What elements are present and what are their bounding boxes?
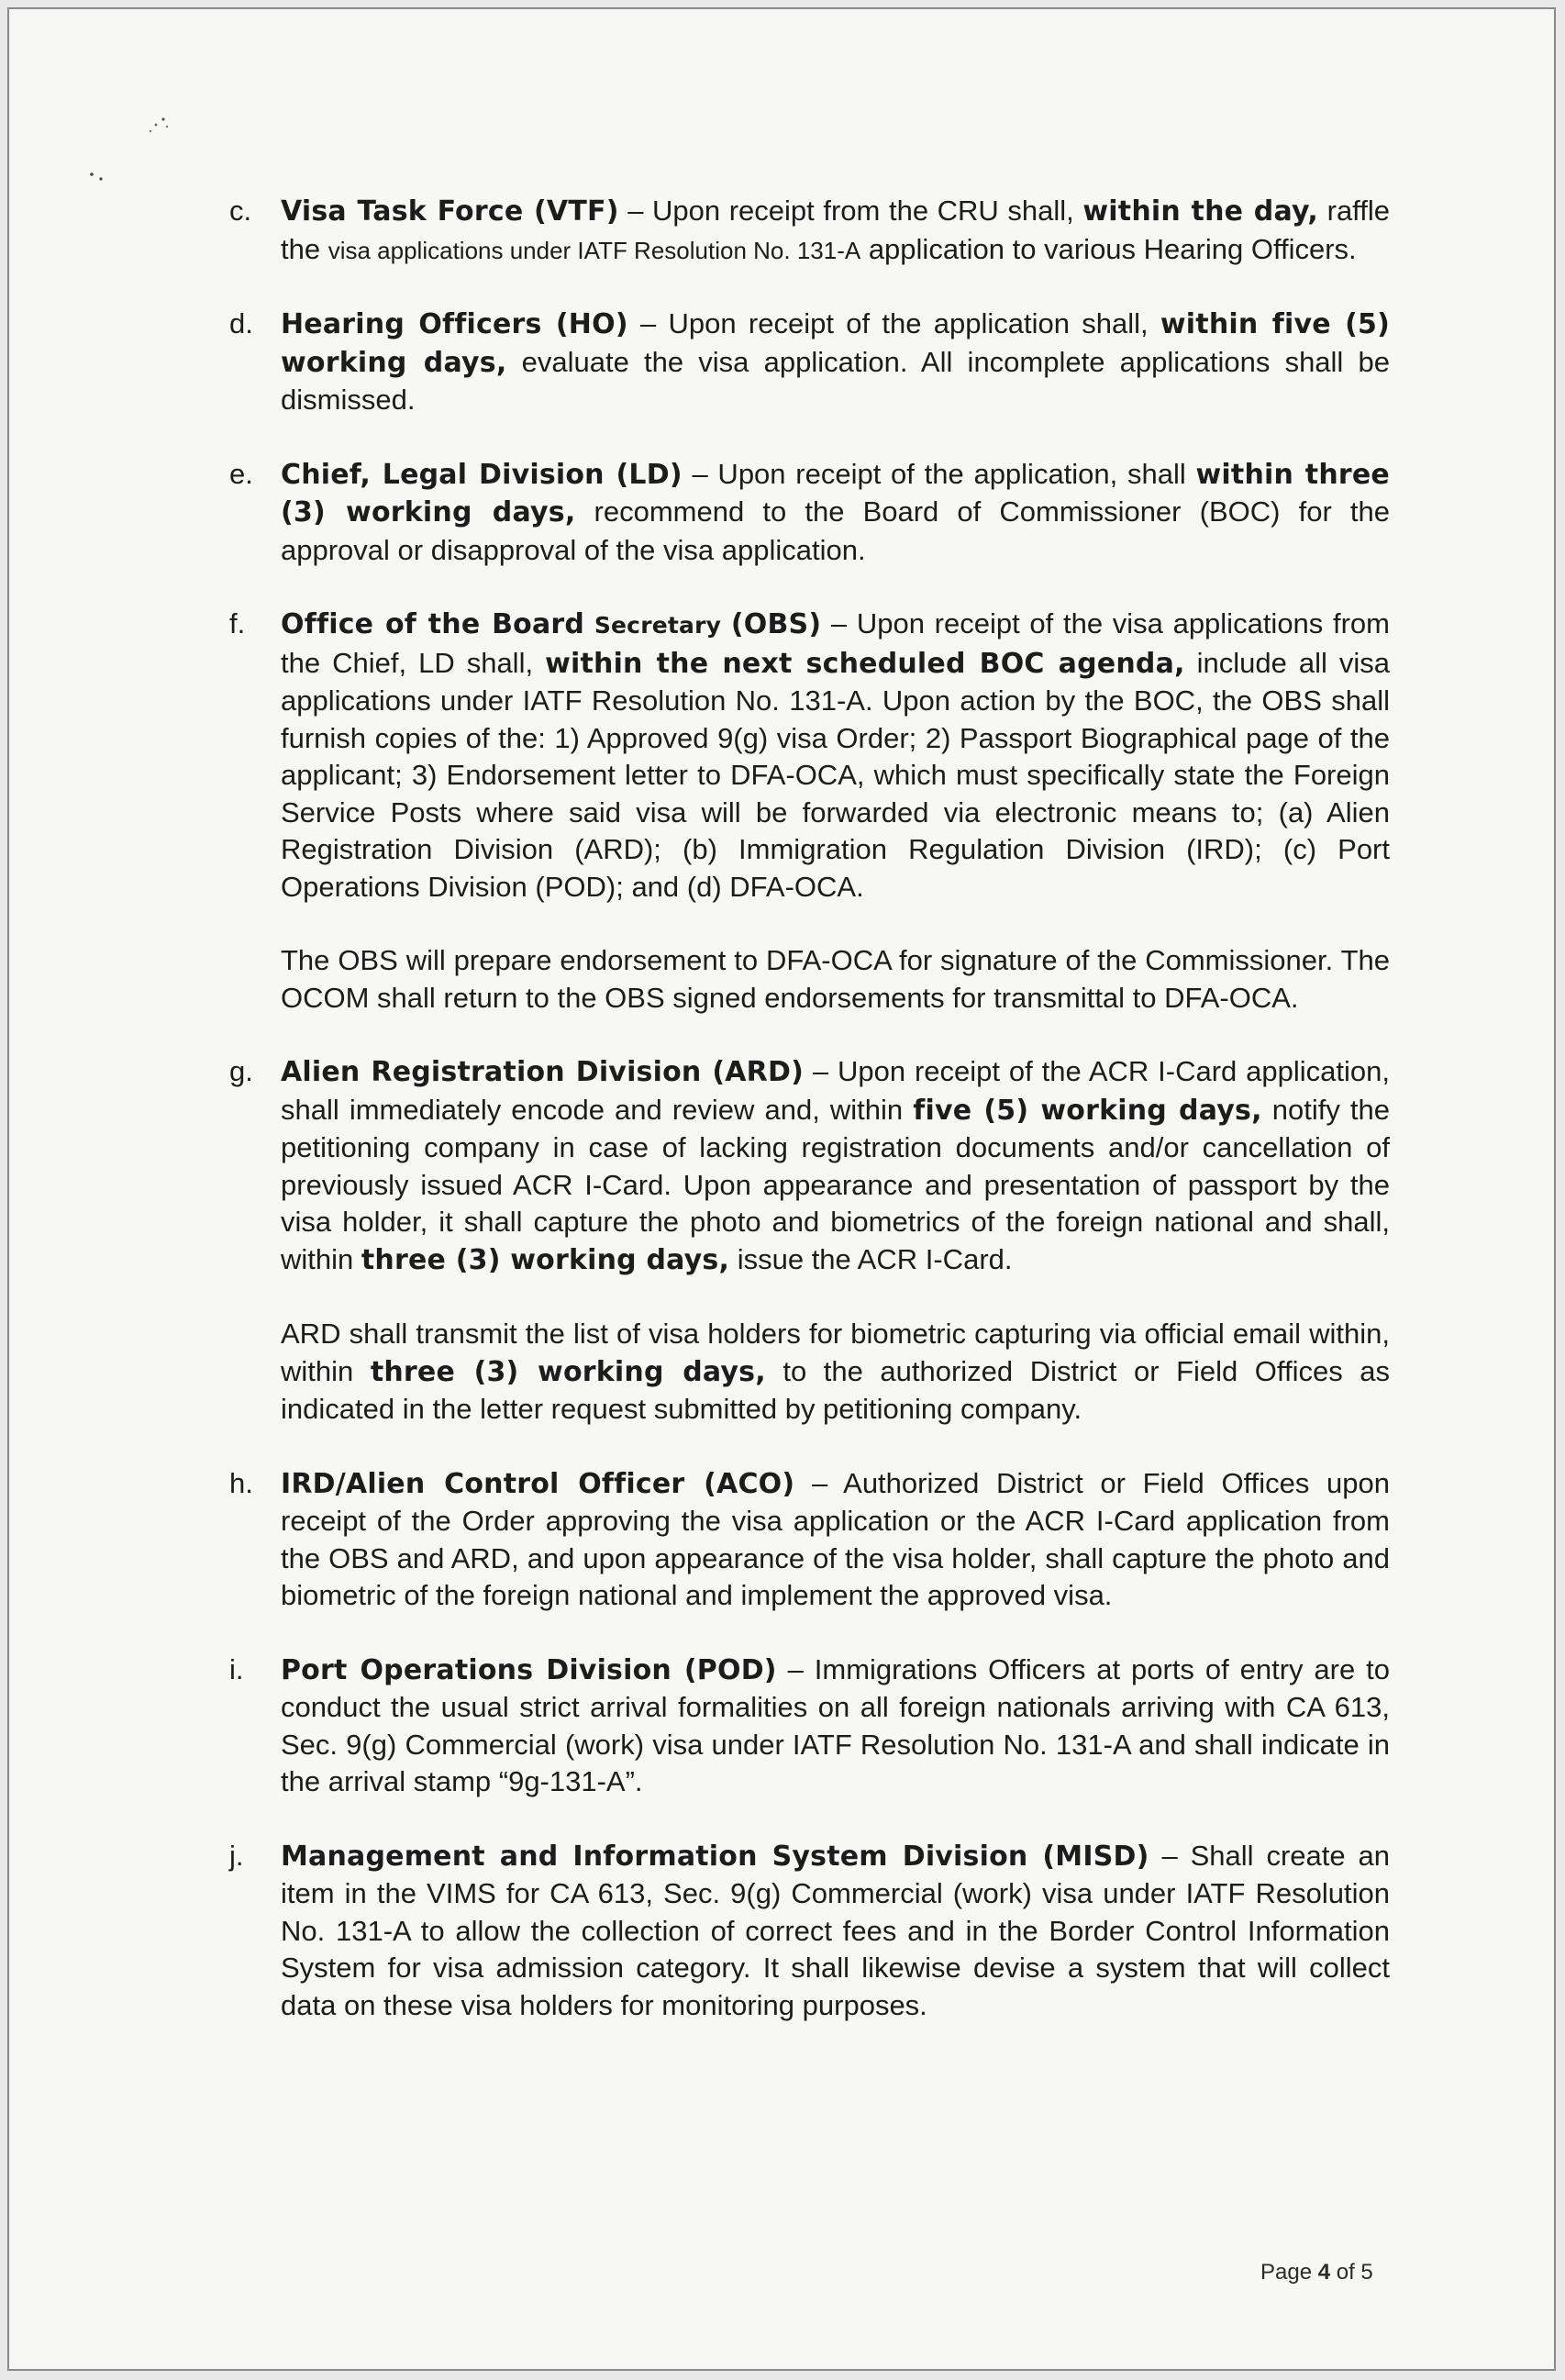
- item-emphasis: within five (5) working days,: [281, 308, 1390, 379]
- item-label: d.: [229, 307, 253, 339]
- item-text: evaluate the visa application. All incomplete applications shall be dismissed.: [281, 345, 1390, 416]
- item-heading: Alien Registration Division (ARD): [281, 1056, 804, 1088]
- document-page: [7, 7, 1556, 2371]
- item-label: f.: [229, 607, 246, 639]
- item-text: – Upon receipt of the application shall,: [627, 307, 1160, 339]
- list-item: [229, 606, 1390, 1017]
- item-label: i.: [229, 1652, 244, 1685]
- item-paragraph: [281, 1316, 1390, 1429]
- page-prefix: Page: [1260, 2260, 1318, 2285]
- item-text: to the authorized District or Field Offices as indicated in the letter request submitted by petitioning company.: [281, 1354, 1390, 1425]
- item-heading: Visa Task Force (VTF): [281, 195, 619, 228]
- item-heading: IRD/Alien Control Officer (ACO): [281, 1467, 795, 1500]
- item-label: j.: [229, 1839, 244, 1872]
- document-body: [229, 193, 1390, 2061]
- item-text-small: visa applications under IATF Resolution No. 131-A: [327, 236, 861, 264]
- item-text: ARD shall transmit the list of visa holders for biometric capturing via official email within, within: [281, 1318, 1390, 1387]
- item-text: – Upon receipt of the visa applications from the Chief, LD shall,: [281, 607, 1390, 679]
- item-heading: Management and Information System Division (MISD): [281, 1840, 1149, 1873]
- item-paragraph: [281, 1652, 1390, 1801]
- item-paragraph: [281, 1838, 1390, 2025]
- list-item: [229, 306, 1390, 419]
- item-text: notify the petitioning company in case of lacking registration documents and/or cancellation of previously issued ACR I-Card. Upon appearance and presentation of passport by the visa holder, it shall capture the photo and biometrics of the foreign national and shall, within: [281, 1093, 1390, 1275]
- item-emphasis: within three (3) working days,: [281, 458, 1390, 528]
- item-text: application to various Hearing Officers.: [860, 232, 1357, 265]
- list-item: [229, 1465, 1390, 1615]
- page-current: 4: [1317, 2260, 1331, 2285]
- item-paragraph: [281, 193, 1390, 269]
- item-paragraph: [281, 1465, 1390, 1615]
- list-item: [229, 1838, 1390, 2025]
- item-heading-small: Secretary: [594, 612, 722, 639]
- item-heading: Port Operations Division (POD): [281, 1653, 777, 1686]
- item-text: – Upon receipt from the CRU shall,: [618, 195, 1083, 227]
- item-text: issue the ACR I-Card.: [729, 1242, 1013, 1275]
- item-text: – Immigrations Officers at ports of entry are to conduct the usual strict arrival formalities on all foreign nationals arriving with CA 613, Sec. 9(g) Commercial (work) visa under IATF Resolution No. 131-A and shall indicate in the arrival stamp “9g-131-A”.: [281, 1652, 1390, 1797]
- item-paragraph: The OBS will prepare endorsement to DFA-OCA for signature of the Commissioner. The OCOM shall return to the OBS signed endorsements for transmittal to DFA-OCA.: [281, 944, 1390, 1014]
- item-emphasis: three (3) working days,: [370, 1355, 766, 1388]
- item-paragraph: [281, 306, 1390, 419]
- page-suffix: of 5: [1330, 2260, 1373, 2285]
- item-heading: Hearing Officers (HO): [281, 308, 628, 340]
- item-label: g.: [229, 1055, 253, 1087]
- item-heading: (OBS): [730, 608, 822, 640]
- item-heading: Chief, Legal Division (LD): [281, 458, 683, 491]
- item-emphasis: within the day,: [1082, 195, 1319, 228]
- item-paragraph: [281, 1053, 1390, 1279]
- list-item: [229, 456, 1390, 570]
- item-text: recommend to the Board of Commissioner (BOC) for the approval or disapproval of the visa application.: [281, 495, 1390, 566]
- item-text: – Authorized District or Field Offices upon receipt of the Order approving the visa application or the ACR I-Card application from the OBS and ARD, and upon appearance of the visa holder, shall capture the photo and biometric of the foreign national and implement the approved visa.: [281, 1466, 1390, 1611]
- page-number: [1260, 2260, 1373, 2285]
- item-paragraph: [281, 606, 1390, 906]
- item-text: – Upon receipt of the application, shall: [682, 457, 1196, 490]
- item-label: e.: [229, 457, 253, 490]
- list-item: [229, 1053, 1390, 1429]
- item-emphasis: five (5) working days,: [913, 1094, 1262, 1127]
- item-text: include all visa applications under IATF Resolution No. 131-A. Upon action by the BOC, the OBS shall furnish copies of the: 1) Approved 9(g) visa Order; 2) Passport Biographical page of the applicant; 3) Endorsement letter to DFA-OCA, which must specifically state the Foreign Service Posts where said visa will be forwarded via electronic means to; (a) Alien Registration Division (ARD); (b) Immigration Regulation Division (IRD); (c) Port Operations Division (POD); and (d) DFA-OCA.: [281, 646, 1391, 903]
- item-emphasis: within the next scheduled BOC agenda,: [545, 647, 1185, 680]
- scan-specks: [83, 101, 193, 193]
- item-paragraph: [281, 456, 1390, 570]
- item-label: c.: [229, 195, 252, 227]
- list-item: [229, 193, 1390, 269]
- item-text: raffle the: [281, 195, 1390, 265]
- item-text: – Upon receipt of the ACR I-Card application, shall immediately encode and review and, within: [281, 1055, 1390, 1126]
- item-text: – Shall create an item in the VIMS for CA 613, Sec. 9(g) Commercial (work) visa under IATF Resolution No. 131-A to allow the collection of correct fees and in the Border Control Information System for visa admission category. It shall likewise devise a system that will collect data on these visa holders for monitoring purposes.: [281, 1839, 1391, 2021]
- item-heading: Office of the Board: [281, 608, 585, 640]
- list-item: [229, 1652, 1390, 1801]
- item-label: h.: [229, 1466, 253, 1499]
- item-emphasis: three (3) working days,: [361, 1243, 730, 1276]
